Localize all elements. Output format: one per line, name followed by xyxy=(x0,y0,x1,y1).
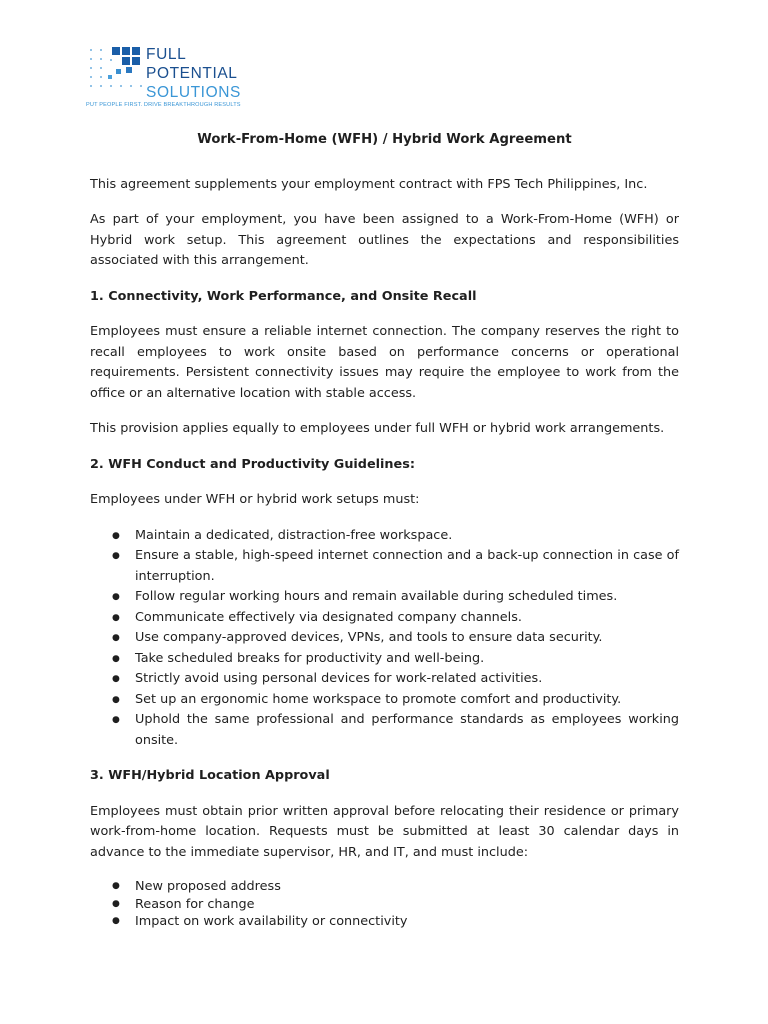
list-item: ● Ensure a stable, high-speed internet connection and a back-up connection in case of interruption. xyxy=(90,546,679,587)
section-3-heading: 3. WFH/Hybrid Location Approval xyxy=(90,768,330,783)
section-1-heading: 1. Connectivity, Work Performance, and Onsite Recall xyxy=(90,288,477,304)
list-item: ● Maintain a dedicated, distraction-free workspace. xyxy=(90,526,679,547)
list-item: ● Set up an ergonomic home workspace to promote comfort and productivity. xyxy=(90,690,679,711)
logo-wordmark xyxy=(146,45,241,102)
section-2-heading: 2. WFH Conduct and Productivity Guidelines: xyxy=(90,456,415,472)
section-1-paragraph-2: This provision applies equally to employees under full WFH or hybrid work arrangements. xyxy=(90,421,665,436)
logo-tagline: PUT PEOPLE FIRST. DRIVE BREAKTHROUGH RESULTS xyxy=(86,102,241,108)
logo-line-solutions: SOLUTIONS xyxy=(146,84,241,101)
relocation-requirements-list xyxy=(90,878,679,931)
list-item: ● Follow regular working hours and remain available during scheduled times. xyxy=(90,587,679,608)
list-item: ● Reason for change xyxy=(90,896,679,914)
guidelines-list xyxy=(90,526,679,752)
document-body xyxy=(90,124,679,946)
list-item: ● Uphold the same professional and performance standards as employees working onsite. xyxy=(90,710,679,751)
list-item: ● Impact on work availability or connectivity xyxy=(90,913,679,931)
logo-line-potential: POTENTIAL xyxy=(146,65,238,82)
company-logo xyxy=(86,45,286,115)
list-item: ● Take scheduled breaks for productivity and well-being. xyxy=(90,649,679,670)
intro-paragraph-2: As part of your employment, you have been assigned to a Work-From-Home (WFH) or Hybrid work setup. This agreement outlines the expectations and responsibilities associated with this arrangement. xyxy=(90,212,679,268)
logo-pixel-mark-icon xyxy=(86,45,141,95)
section-3-paragraph-1: Employees must obtain prior written approval before relocating their residence or primary work-from-home location. Requests must be submitted at least 30 calendar days in advance to the immediate supervisor, HR, and IT, and must include: xyxy=(90,803,679,860)
document-title: Work-From-Home (WFH) / Hybrid Work Agreement xyxy=(197,132,572,147)
intro-paragraph-1: This agreement supplements your employment contract with FPS Tech Philippines, Inc. xyxy=(90,176,648,192)
list-item: ● New proposed address xyxy=(90,878,679,896)
list-item: ● Strictly avoid using personal devices for work-related activities. xyxy=(90,669,679,690)
list-item: ● Communicate effectively via designated company channels. xyxy=(90,608,679,629)
list-item: ● Use company-approved devices, VPNs, and tools to ensure data security. xyxy=(90,628,679,649)
section-2-lead: Employees under WFH or hybrid work setups must: xyxy=(90,492,420,507)
section-1-paragraph-1: Employees must ensure a reliable internet connection. The company reserves the right to recall employees to work onsite based on performance concerns or operational requirements. Persistent connectivity issues may require the employee to work from the office or an alternative location with stable access. xyxy=(90,324,679,401)
logo-line-full: FULL xyxy=(146,46,187,63)
